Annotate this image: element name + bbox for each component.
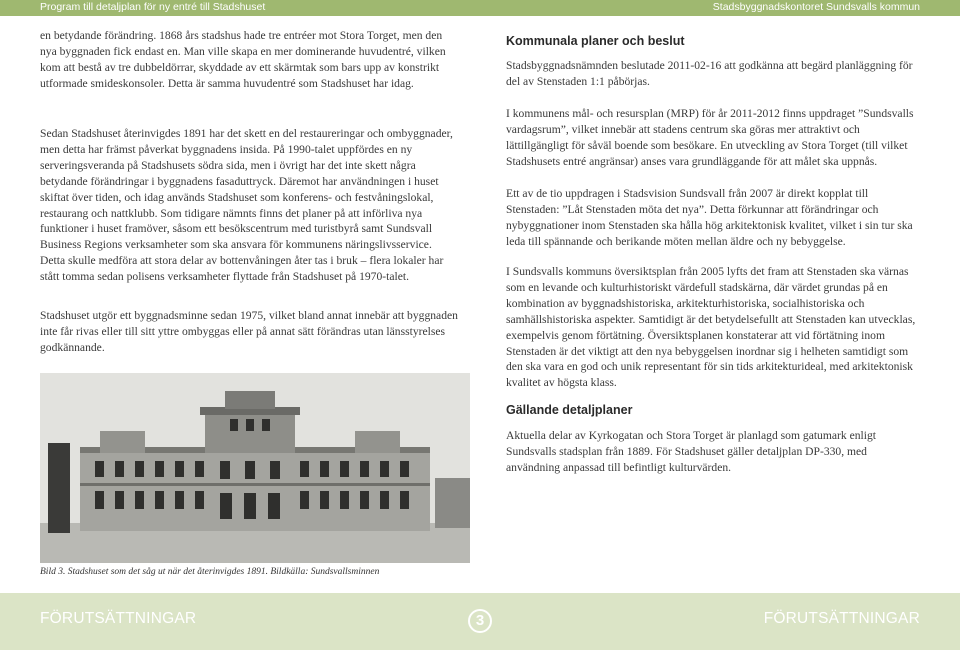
- right-paragraph-5: Aktuella delar av Kyrkogatan och Stora Torget är planlagd som gatumark enligt Sundsvalls stadsplan från 1889. För Stadshuset gäller detaljplan DP-330, med användning anpassad till befintligt kulturvärden.: [506, 429, 876, 474]
- footer-section-label-left: FÖRUTSÄTTNINGAR: [40, 610, 197, 627]
- right-paragraph-4: I Sundsvalls kommuns översiktsplan från 2005 lyfts det fram att Stenstaden ska värnas som en levande och kulturhistoriskt värdefull stadskärna, där värdet grundas på en kombination av byggnadshistoriska, arkitekturhistoriska, socialhistoriska och samhällshistoriska aspekter. Samtidigt är det betydelsefullt att Stenstaden kan utvecklas, exempelvis genom förtätning. Översiktsplanen konstaterar att vid förtätning inom Stenstaden är det viktigt att den nya bebyggelsen inordnar sig i helheten samtidigt som den ska vara en god och unik representant för sin tids arkitekturideal, med arkitektonisk kvalitet av högsta klass.: [506, 265, 916, 390]
- footer-section-label-right: FÖRUTSÄTTNINGAR: [763, 610, 920, 627]
- document-title: Program till detaljplan för ny entré till Stadshuset: [40, 1, 266, 13]
- section-heading-detaljplaner: Gällande detaljplaner: [506, 403, 633, 417]
- left-paragraph-1: en betydande förändring. 1868 års stadshus hade tre entréer mot Stora Torget, men den nya byggnaden fick endast en. Man ville skapa en mer dominerande huvudentré, vilken kom att bestå av tre dubbeldörrar, skyddade av ett skärmtak som bars upp av konstrikt utformade smideskonsoler. Detta är samma huvudentré som Stadshuset har idag.: [40, 29, 446, 90]
- stadshuset-photo: [40, 373, 470, 563]
- footer-bar: [0, 593, 960, 650]
- left-paragraph-3: Stadshuset utgör ett byggnadsminne sedan 1975, vilket bland annat innebär att byggnaden inte får rivas eller till sitt yttre ombyggas eller på annat sätt förändras utan länsstyrelses godkännande.: [40, 309, 458, 354]
- photo-caption: Bild 3. Stadshuset som det såg ut när det återinvigdes 1891. Bildkälla: Sundsvallsminnen: [40, 567, 380, 577]
- right-paragraph-2: I kommunens mål- och resursplan (MRP) för år 2011-2012 finns uppdraget ”Sundsvalls vardagsrum”, vilket innebär att stadens centrum ska göras mer attraktivt och lättillgängligt för såväl boende som besökare. En utveckling av Stora Torget (till vilket Stadshusets entré angränsar) anses vara grundläggande för att målet ska uppnås.: [506, 107, 914, 168]
- right-paragraph-3: Ett av de tio uppdragen i Stadsvision Sundsvall från 2007 är direkt kopplat till Stenstaden: ”Låt Stenstaden möta det nya”. Detta förkunnar att förändringar och nybyggnationer inom Stenstaden ska hålla hög arkitektonisk kvalitet, vilket i sin tur ska leda till spännande och berikande möten mellan äldre och ny bebyggelse.: [506, 187, 913, 248]
- building-illustration: [40, 373, 470, 563]
- page-number: 3: [475, 612, 485, 629]
- left-paragraph-2: Sedan Stadshuset återinvigdes 1891 har det skett en del restaureringar och ombyggnader, men detta har främst påverkat byggnadens insida. På 1990-talet uppfördes en ny serveringsveranda på Stadshusets södra sida, men i övrigt har det inte skett några betydande förändringar i byggnadens fasaduttryck. Däremot har användningen i huset skiftat över tiden, och idag används Stadshuset som konferens- och festvåningslokal, restaurang och nattklubb. Som tidigare nämnts finns det planer på att införliva nya funktioner i huset framöver, såsom ett besökscentrum med turistbyrå samt Sundsvall Business Regions verksamheter som ska ansvara för kommunens näringslivsservice. Detta skulle medföra att stora delar av bottenvåningen åter tas i bruk – flera lokaler har stått tomma sedan polisens verksamheter flyttade från Stadshuset på 1970-talet.: [40, 127, 453, 284]
- header-bar: [0, 0, 960, 16]
- section-heading-kommunala-planer: Kommunala planer och beslut: [506, 34, 685, 48]
- page-number-badge: [468, 609, 492, 633]
- publisher-label: Stadsbyggnadskontoret Sundsvalls kommun: [712, 1, 920, 13]
- right-paragraph-1: Stadsbyggnadsnämnden beslutade 2011-02-16 att godkänna att begärd planläggning för del av Stenstaden 1:1 påbörjas.: [506, 59, 913, 88]
